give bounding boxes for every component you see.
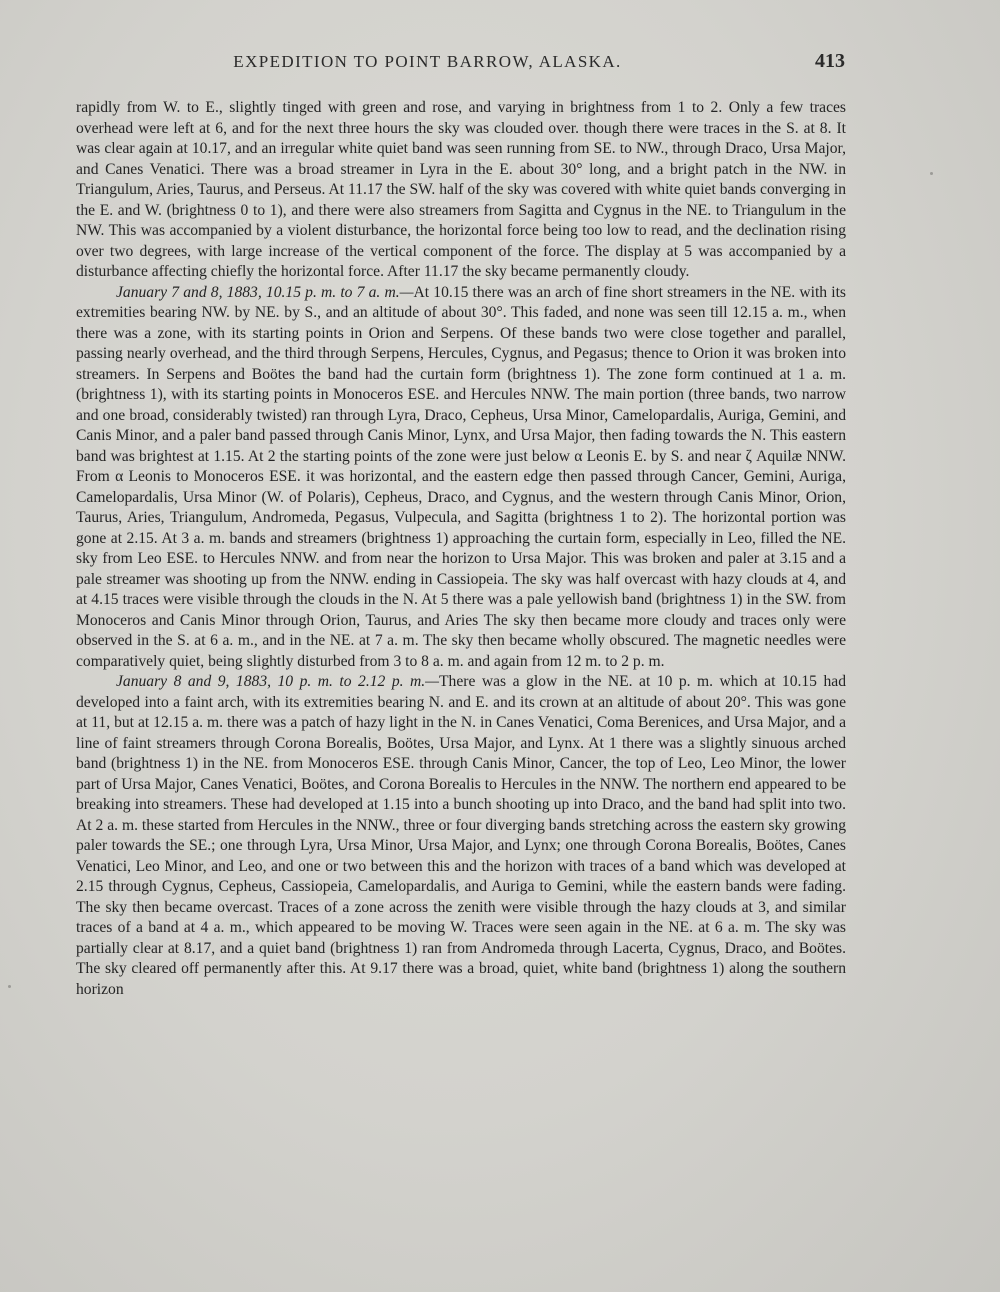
paragraph: [76, 672, 846, 1000]
paragraph-text: There was a glow in the NE. at 10 p. m. which at 10.15 had developed into a faint arch, with its extremities bearing N. and E. and its crown at an altitude of about 20°. This was gone at 11, but at 12.15 a. m. there was a patch of hazy light in the N. in Canes Venatici, Coma Berenices, and Ursa Major, and a line of faint streamers through Corona Borealis, Boötes, Ursa Major, and Lynx. At 1 there was a slightly sinuous arched band (brightness 1) in the NE. from Monoceros ESE. through Canis Minor, Cancer, the top of Leo, Leo Minor, the lower part of Ursa Major, Canes Venatici, Boötes, and Corona Borealis to Hercules in the NNW. The northern end appeared to be breaking into streamers. These had developed at 1.15 into a bunch shooting up into Draco, and the band had split into two. At 2 a. m. these started from Hercules in the NNW., three or four diverging bands stretching across the eastern sky growing paler towards the SE.; one through Lyra, Ursa Minor, Ursa Major, and Lynx; one through Corona Borealis, Boötes, Canes Venatici, Leo Minor, and Leo, and one or two between this and the horizon with traces of a band which was developed at 2.15 through Cygnus, Cepheus, Cassiopeia, Camelopardalis, and Auriga to Gemini, while the eastern bands were fading. The sky then became overcast. Traces of a zone across the zenith were visible through the hazy clouds at 3, and similar traces of a band at 4 a. m., which appeared to be moving W. Traces were seen again in the NE. at 6 a. m. The sky was partially clear at 8.17, and a quiet band (brightness 1) ran from Andromeda through Lacerta, Cygnus, Draco, and Boötes. The sky cleared off permanently after this. At 9.17 there was a broad, quiet, white band (brightness 1) along the southern horizon: [76, 673, 846, 998]
page-header: [70, 50, 845, 80]
paragraph: [76, 283, 846, 673]
paragraph-text: At 10.15 there was an arch of fine short streamers in the NE. with its extremities bearing NW. by NE. by S., and an altitude of about 30°. This faded, and none was seen till 12.15 a. m., when there was a zone, with its starting points in Orion and Serpens. Of these bands two were close together and parallel, passing nearly overhead, and the third through Serpens, Hercules, Cygnus, and Pegasus; thence to Orion it was broken into streamers. In Serpens and Boötes the band had the curtain form (brightness 1). The zone form continued at 1 a. m. (brightness 1), with its starting points in Monoceros ESE. and Hercules NNW. The main portion (three bands, two narrow and one broad, considerably twisted) ran through Lyra, Draco, Cepheus, Ursa Minor, Camelopardalis, Auriga, Gemini, and Canis Minor, and a paler band passed through Canis Minor, Lynx, and Ursa Major, then fading towards the N. This eastern band was brightest at 1.15. At 2 the starting points of the zone were just below α Leonis E. by S. and near ζ Aquilæ NNW. From α Leonis to Monoceros ESE. it was horizontal, and the eastern edge then passed through Cancer, Gemini, Auriga, Camelopardalis, Ursa Minor (W. of Polaris), Cepheus, Draco, and Cygnus, and the western through Canis Minor, Orion, Taurus, Aries, Triangulum, Andromeda, Pegasus, Vulpecula, and Sagitta (brightness 1 to 2). The horizontal portion was gone at 2.15. At 3 a. m. bands and streamers (brightness 1) approaching the curtain form, especially in Leo, filled the NE. sky from Leo ESE. to Hercules NNW. and from near the horizon to Ursa Major. This was broken and paler at 3.15 and a pale streamer was shooting up from the NNW. ending in Cassiopeia. The sky was half overcast with hazy clouds at 4, and at 4.15 traces were visible through the clouds in the N. At 5 there was a pale yellowish band (brightness 1) in the SW. from Monoceros and Canis Minor through Orion, Taurus, and Aries The sky then became more cloudy and traces only were observed in the S. at 6 a. m., and in the NE. at 7 a. m. The sky then became wholly obscured. The magnetic needles were comparatively quiet, being slightly disturbed from 3 to 8 a. m. and again from 12 m. to 2 p. m.: [76, 283, 847, 670]
paper-speck: [930, 172, 933, 175]
paragraph: [76, 98, 846, 283]
page-number: 413: [815, 50, 845, 72]
date-heading: January 8 and 9, 1883, 10 p. m. to 2.12 p. m.—: [116, 673, 440, 690]
paper-speck: [8, 985, 11, 988]
body-text: [76, 98, 846, 1000]
date-heading: January 7 and 8, 1883, 10.15 p. m. to 7 a. m.—: [116, 283, 414, 301]
paragraph-text: rapidly from W. to E., slightly tinged with green and rose, and varying in brightness from 1 to 2. Only a few traces overhead were left at 6, and for the next three hours the sky was clouded over. though there were traces in the S. at 8. It was clear again at 10.17, and an irregular white quiet band was seen running from SE. to NW., through Draco, Ursa Major, and Canes Venatici. There was a broad streamer in Lyra in the E. about 30° long, and a bright patch in the NW. in Triangulum, Aries, Taurus, and Perseus. At 11.17 the SW. half of the sky was covered with white quiet bands converging in the E. and W. (brightness 0 to 1), and there were also streamers from Sagitta and Cygnus in the NE. to Triangulum in the NW. This was accompanied by a violent disturbance, the horizontal force being too low to read, and the declination rising over two degrees, with large increase of the vertical component of the force. The display at 5 was accompanied by a disturbance affecting chiefly the horizontal force. After 11.17 the sky became permanently cloudy.: [76, 99, 846, 280]
running-title: EXPEDITION TO POINT BARROW, ALASKA.: [233, 52, 622, 71]
